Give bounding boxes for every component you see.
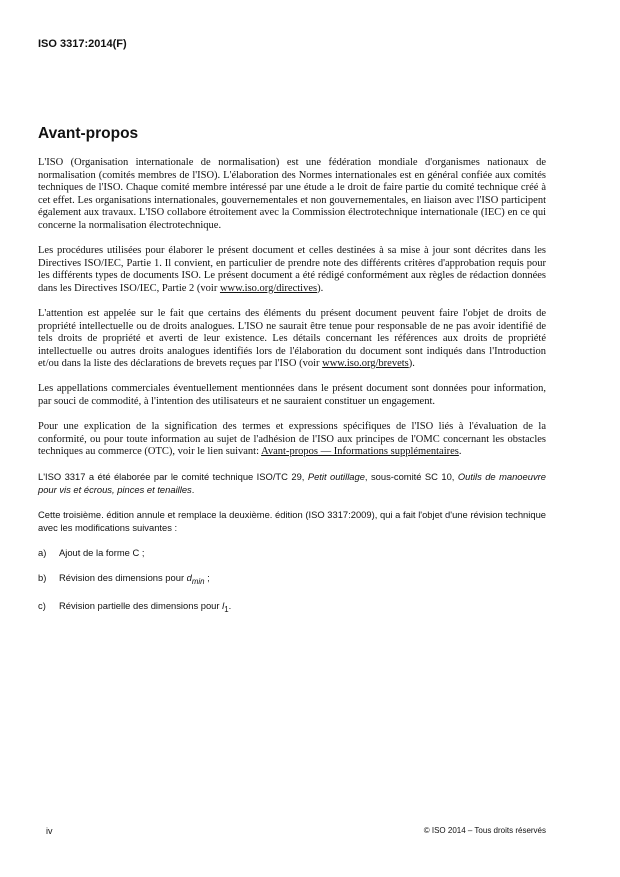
list-marker: c) [38,600,46,612]
page-number: iv [46,826,53,836]
paragraph-text: L'attention est appelée sur le fait que certains des éléments du présent document peuvent faire l'objet de droits de propriété intellectuelle ou de droits analogues. L'ISO ne saurait être tenue pour responsable de ne pas avoir identifié de tels droits de propriété et averti de leur existence. Les détails concernant les références aux droits de propriété intellectuelle ou autres droits analogues identifiés lors de l'élaboration du document sont indiqués dans l'Introduction et/ou dans la liste des déclarations de brevets reçues par l'ISO (voir [38,307,546,370]
patents-link[interactable]: www.iso.org/brevets [322,358,409,370]
committee-tc-name: Petit outillage [307,471,365,483]
list-text: Révision des dimensions pour $d_{min}$ ; [59,571,210,586]
paragraph-iso-intro: L'ISO (Organisation internationale de normalisation) est une fédération mondiale d'organismes nationaux de normalisation (comités membres de l'ISO). L'élaboration des Normes internationales est en général confiée aux comités techniques de l'ISO. Chaque comité membre intéressé par une étude a le droit de faire partie du comité technique créé à cet effet. Les organisations internationales, gouvernementales et non gouvernementales, en liaison avec l'ISO participent également aux travaux. L'ISO collabore étroitement avec la Commission électrotechnique internationale (IEC) en ce qui concerne la normalisation électrotechnique. [38,157,546,231]
paragraph-trade-names: Les appellations commerciales éventuellement mentionnées dans le présent document sont données pour information, par souci de commodité, à l'intention des utilisateurs et ne sauraient constituer un engagement. [38,383,546,407]
paragraph-procedures [38,245,546,295]
paragraph-conformity [38,421,546,459]
committee-text: . [191,483,195,495]
copyright-notice: © ISO 2014 – Tous droits réservés [423,826,546,835]
committee-text: L'ISO 3317 a été élaborée par le comité technique ISO/TC 29, [38,471,308,483]
paragraph-end: . [458,446,462,458]
directives-link[interactable]: www.iso.org/directives [219,282,318,294]
supplementary-info-link[interactable]: Avant-propos — Informations supplémentaires [261,446,459,458]
committee-text: , sous-comité SC 10, [364,471,458,483]
changes-list [38,547,546,617]
paragraph-edition: Cette troisième. édition annule et remplace la deuxième. édition (ISO 3317:2009), qui a fait l'objet d'une révision technique avec les modifications suivantes : [38,509,546,533]
paragraph-text: Les procédures utilisées pour élaborer le présent document et celles destinées à sa mise à jour sont décrites dans les Directives ISO/IEC, Partie 1. Il convient, en particulier de prendre note des différents critères d'approbation requis pour les différents types de documents ISO. Le présent document a été rédigé conformément aux règles de rédaction données dans les Directives ISO/IEC, Partie 2 (voir [38,245,546,294]
page-title: Avant-propos [38,125,139,142]
paragraph-end: ). [317,282,324,294]
list-marker: a) [38,546,47,558]
paragraph-committee [38,471,546,496]
list-text: Révision partielle des dimensions pour $l_1$. [59,600,232,615]
document-body [38,157,546,629]
paragraph-text: Pour une explication de la signification des termes et expressions spécifiques de l'ISO liés à l'évaluation de la conformité, ou pour toute information au sujet de l'adhésion de l'ISO aux principes de l'OMC concernant les obstacles techniques au commerce (OTC), voir le lien suivant: [38,421,546,458]
document-id: ISO 3317:2014(F) [38,38,127,50]
math-subscript: 1 [224,605,229,615]
paragraph-end: ). [408,358,415,370]
list-item [38,547,546,560]
math-variable: l [222,600,225,612]
math-subscript: min [191,576,205,586]
committee-sc-name: Outils de manoeuvre pour vis et écrous, pinces et tenailles [38,471,546,495]
paragraph-patents [38,308,546,371]
list-item [38,572,546,588]
list-text: Ajout de la forme C ; [59,546,145,558]
list-marker: b) [38,571,47,583]
math-variable: d [186,571,192,583]
list-item [38,600,546,616]
